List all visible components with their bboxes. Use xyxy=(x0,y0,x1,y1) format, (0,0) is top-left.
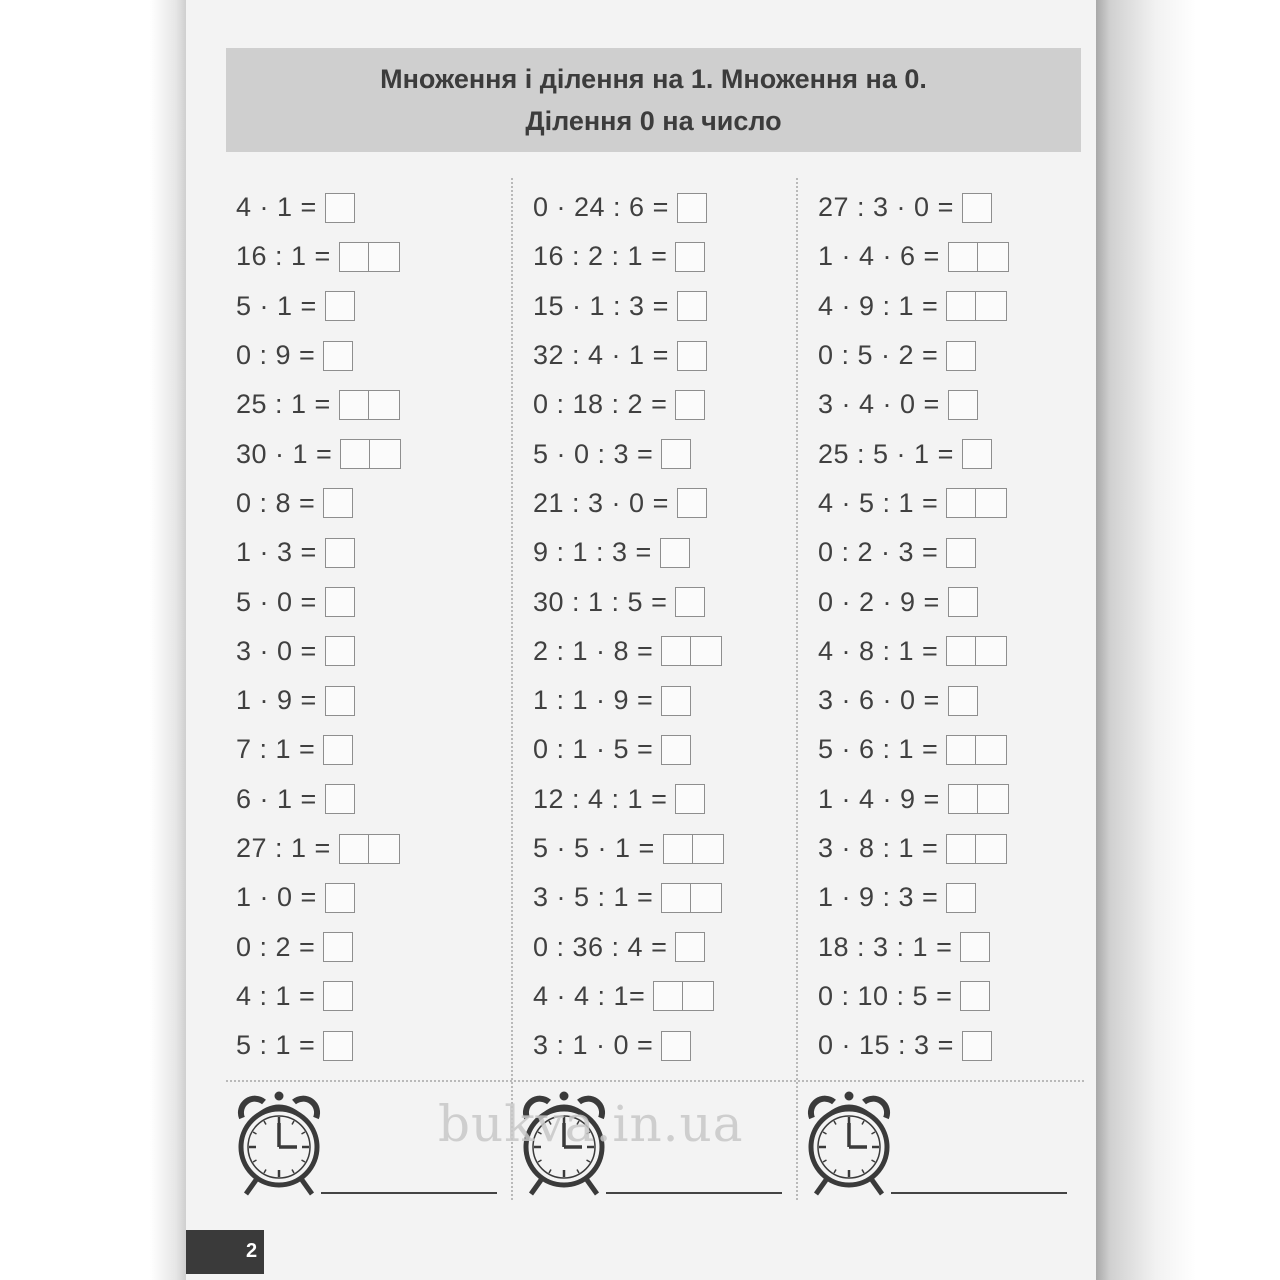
exercise-row xyxy=(818,479,1009,528)
answer-box[interactable] xyxy=(339,242,369,272)
exercise-expression: 3 · 4 · 0 = xyxy=(818,389,940,420)
footer-divider xyxy=(226,1080,1084,1082)
exercise-row xyxy=(818,331,1009,380)
exercise-row xyxy=(236,775,401,824)
answer-boxes xyxy=(675,390,705,420)
answer-box[interactable] xyxy=(976,291,1007,321)
exercise-row xyxy=(818,232,1009,281)
exercise-expression: 25 : 5 · 1 = xyxy=(818,438,954,469)
answer-boxes xyxy=(962,193,992,223)
answer-box[interactable] xyxy=(677,341,707,371)
answer-boxes xyxy=(661,883,722,913)
answer-boxes xyxy=(675,587,705,617)
exercise-expression: 5 · 5 · 1 = xyxy=(533,833,655,863)
answer-box[interactable] xyxy=(691,883,722,913)
answer-boxes xyxy=(948,587,978,617)
answer-box[interactable] xyxy=(325,538,355,568)
answer-box[interactable] xyxy=(976,735,1007,765)
answer-box[interactable] xyxy=(948,242,978,272)
answer-box[interactable] xyxy=(323,488,353,518)
answer-boxes xyxy=(661,1031,691,1061)
exercise-expression: 0 : 8 = xyxy=(236,487,316,518)
exercise-row xyxy=(236,972,401,1021)
answer-boxes xyxy=(677,193,707,223)
exercise-expression: 5 · 6 : 1 = xyxy=(818,734,939,765)
page-number: 2 xyxy=(246,1240,258,1262)
exercise-row xyxy=(236,873,401,922)
answer-box[interactable] xyxy=(946,636,976,666)
exercise-expression: 3 · 8 : 1 = xyxy=(818,833,939,863)
exercise-row xyxy=(818,380,1009,429)
exercise-row xyxy=(818,528,1009,577)
exercise-row xyxy=(818,1021,1009,1070)
answer-box[interactable] xyxy=(976,488,1007,518)
answer-box[interactable] xyxy=(946,488,976,518)
exercise-expression: 3 · 5 : 1 = xyxy=(533,882,654,913)
answer-boxes xyxy=(653,981,714,1011)
exercise-expression: 1 · 0 = xyxy=(236,882,317,913)
answer-boxes xyxy=(677,488,707,518)
exercise-expression: 27 : 1 = xyxy=(236,833,331,863)
answer-boxes xyxy=(323,1031,353,1061)
answer-boxes xyxy=(946,488,1007,518)
answer-boxes xyxy=(948,242,1009,272)
answer-boxes xyxy=(946,735,1007,765)
answer-boxes xyxy=(661,636,722,666)
answer-box[interactable] xyxy=(340,439,370,469)
answer-box[interactable] xyxy=(325,587,355,617)
answer-boxes xyxy=(948,390,978,420)
exercise-row xyxy=(236,922,401,971)
exercise-expression: 1 : 1 · 9 = xyxy=(533,685,654,716)
column-divider xyxy=(796,178,798,1200)
exercise-expression: 4 : 1 = xyxy=(236,980,316,1011)
exercise-row xyxy=(236,824,401,873)
time-answer-line[interactable] xyxy=(891,1192,1067,1194)
exercise-expression: 4 · 4 : 1= xyxy=(533,980,646,1011)
exercise-row xyxy=(533,232,724,281)
answer-box[interactable] xyxy=(325,686,355,716)
exercise-row xyxy=(818,824,1009,873)
answer-boxes xyxy=(339,242,400,272)
answer-boxes xyxy=(960,981,990,1011)
exercise-row xyxy=(533,479,724,528)
exercise-row xyxy=(236,676,401,725)
answer-box[interactable] xyxy=(653,981,683,1011)
exercise-row xyxy=(533,873,724,922)
answer-boxes xyxy=(325,686,355,716)
answer-boxes xyxy=(677,341,707,371)
answer-box[interactable] xyxy=(976,834,1007,864)
exercise-row xyxy=(236,282,401,331)
exercise-row xyxy=(236,183,401,232)
answer-boxes xyxy=(325,784,355,814)
exercise-expression: 5 : 1 = xyxy=(236,1030,316,1061)
title-line-2: Ділення 0 на число xyxy=(525,106,782,136)
exercise-expression: 0 : 10 : 5 = xyxy=(818,980,953,1011)
answer-box[interactable] xyxy=(660,538,690,568)
answer-box[interactable] xyxy=(946,291,976,321)
alarm-clock-icon xyxy=(234,1090,324,1200)
exercise-row xyxy=(533,282,724,331)
answer-box[interactable] xyxy=(691,636,722,666)
exercise-expression: 5 · 1 = xyxy=(236,290,317,321)
answer-box[interactable] xyxy=(661,735,691,765)
answer-box[interactable] xyxy=(325,636,355,666)
answer-boxes xyxy=(325,636,355,666)
answer-box[interactable] xyxy=(675,390,705,420)
exercise-expression: 0 : 9 = xyxy=(236,340,316,371)
exercise-column-3 xyxy=(818,183,1009,1070)
answer-boxes xyxy=(323,981,353,1011)
answer-boxes xyxy=(661,735,691,765)
exercise-expression: 16 : 2 : 1 = xyxy=(533,241,668,272)
answer-boxes xyxy=(660,538,690,568)
answer-box[interactable] xyxy=(948,686,978,716)
answer-boxes xyxy=(948,686,978,716)
answer-boxes xyxy=(946,636,1007,666)
exercise-row xyxy=(818,676,1009,725)
answer-box[interactable] xyxy=(976,636,1007,666)
exercise-expression: 9 : 1 : 3 = xyxy=(533,537,652,568)
exercise-row xyxy=(236,1021,401,1070)
answer-box[interactable] xyxy=(323,981,353,1011)
answer-boxes xyxy=(661,439,691,469)
alarm-clock-icon xyxy=(804,1090,894,1200)
answer-box[interactable] xyxy=(325,193,355,223)
answer-box[interactable] xyxy=(325,883,355,913)
exercise-row xyxy=(236,627,401,676)
answer-box[interactable] xyxy=(675,784,705,814)
answer-boxes xyxy=(946,291,1007,321)
exercise-expression: 2 : 1 · 8 = xyxy=(533,635,654,666)
answer-box[interactable] xyxy=(978,242,1009,272)
exercise-expression: 4 · 5 : 1 = xyxy=(818,487,939,518)
answer-boxes xyxy=(325,883,355,913)
page-right-shadow xyxy=(1096,0,1280,1280)
answer-box[interactable] xyxy=(683,981,714,1011)
exercise-expression: 1 · 4 · 6 = xyxy=(818,241,940,272)
answer-box[interactable] xyxy=(663,834,693,864)
exercise-row xyxy=(236,232,401,281)
exercise-row xyxy=(533,183,724,232)
exercise-expression: 18 : 3 : 1 = xyxy=(818,931,953,962)
answer-boxes xyxy=(675,932,705,962)
answer-box[interactable] xyxy=(946,883,976,913)
answer-box[interactable] xyxy=(369,242,400,272)
exercise-row xyxy=(533,380,724,429)
answer-box[interactable] xyxy=(661,1031,691,1061)
exercise-expression: 32 : 4 · 1 = xyxy=(533,340,669,371)
exercise-expression: 25 : 1 = xyxy=(236,389,331,420)
exercise-row xyxy=(818,922,1009,971)
exercise-expression: 1 · 4 · 9 = xyxy=(818,783,940,814)
exercise-expression: 0 : 36 : 4 = xyxy=(533,931,668,962)
exercise-expression: 16 : 1 = xyxy=(236,241,331,272)
exercise-row xyxy=(533,1021,724,1070)
exercise-row xyxy=(236,528,401,577)
answer-box[interactable] xyxy=(369,390,400,420)
exercise-row xyxy=(533,775,724,824)
answer-boxes xyxy=(677,291,707,321)
exercise-expression: 0 : 2 · 3 = xyxy=(818,537,939,568)
answer-box[interactable] xyxy=(946,834,976,864)
exercise-expression: 0 · 15 : 3 = xyxy=(818,1030,954,1061)
answer-box[interactable] xyxy=(661,439,691,469)
answer-box[interactable] xyxy=(661,883,691,913)
time-answer-line[interactable] xyxy=(321,1192,497,1194)
exercise-expression: 3 · 0 = xyxy=(236,635,317,666)
exercise-expression: 5 · 0 = xyxy=(236,586,317,617)
answer-boxes xyxy=(339,390,400,420)
answer-boxes xyxy=(946,538,976,568)
title-banner xyxy=(226,48,1081,152)
exercise-expression: 3 : 1 · 0 = xyxy=(533,1030,654,1061)
exercise-row xyxy=(818,972,1009,1021)
time-answer-line[interactable] xyxy=(606,1192,782,1194)
exercise-column-2 xyxy=(533,183,724,1070)
exercise-row xyxy=(236,577,401,626)
column-divider xyxy=(511,178,513,1200)
answer-boxes xyxy=(948,784,1009,814)
answer-box[interactable] xyxy=(339,390,369,420)
exercise-row xyxy=(533,824,724,873)
answer-boxes xyxy=(325,538,355,568)
answer-box[interactable] xyxy=(325,291,355,321)
answer-box[interactable] xyxy=(661,686,691,716)
exercise-row xyxy=(818,775,1009,824)
answer-box[interactable] xyxy=(675,587,705,617)
answer-box[interactable] xyxy=(962,439,992,469)
answer-box[interactable] xyxy=(323,932,353,962)
exercise-row xyxy=(818,873,1009,922)
exercise-column-1 xyxy=(236,183,401,1070)
exercise-expression: 7 : 1 = xyxy=(236,734,316,765)
answer-box[interactable] xyxy=(946,341,976,371)
answer-boxes xyxy=(946,834,1007,864)
answer-box[interactable] xyxy=(960,932,990,962)
answer-box[interactable] xyxy=(948,784,978,814)
exercise-row xyxy=(818,282,1009,331)
exercise-expression: 30 · 1 = xyxy=(236,438,333,469)
answer-box[interactable] xyxy=(962,1031,992,1061)
exercise-expression: 30 : 1 : 5 = xyxy=(533,586,668,617)
answer-box[interactable] xyxy=(675,242,705,272)
exercise-row xyxy=(818,627,1009,676)
exercise-expression: 1 · 9 = xyxy=(236,685,317,716)
answer-boxes xyxy=(325,193,355,223)
exercise-expression: 5 · 0 : 3 = xyxy=(533,438,654,469)
page-left-margin xyxy=(0,0,186,1280)
exercise-expression: 0 · 2 · 9 = xyxy=(818,586,940,617)
exercise-row xyxy=(533,577,724,626)
exercise-expression: 4 · 1 = xyxy=(236,192,317,223)
answer-boxes xyxy=(661,686,691,716)
answer-boxes xyxy=(663,834,724,864)
exercise-expression: 4 · 9 : 1 = xyxy=(818,290,939,321)
exercise-row xyxy=(533,725,724,774)
answer-box[interactable] xyxy=(677,291,707,321)
answer-boxes xyxy=(323,488,353,518)
exercise-expression: 1 · 9 : 3 = xyxy=(818,882,939,913)
answer-box[interactable] xyxy=(325,784,355,814)
exercise-row xyxy=(818,725,1009,774)
answer-box[interactable] xyxy=(370,439,401,469)
exercise-row xyxy=(818,183,1009,232)
answer-box[interactable] xyxy=(661,636,691,666)
exercise-row xyxy=(533,627,724,676)
exercise-expression: 6 · 1 = xyxy=(236,783,317,814)
exercise-expression: 15 · 1 : 3 = xyxy=(533,290,669,321)
answer-box[interactable] xyxy=(948,390,978,420)
exercise-row xyxy=(236,725,401,774)
answer-boxes xyxy=(325,291,355,321)
answer-box[interactable] xyxy=(693,834,724,864)
answer-boxes xyxy=(675,242,705,272)
answer-boxes xyxy=(339,834,400,864)
answer-boxes xyxy=(323,735,353,765)
exercise-row xyxy=(533,922,724,971)
answer-box[interactable] xyxy=(677,193,707,223)
answer-boxes xyxy=(962,1031,992,1061)
answer-boxes xyxy=(960,932,990,962)
answer-box[interactable] xyxy=(323,1031,353,1061)
answer-box[interactable] xyxy=(946,538,976,568)
answer-box[interactable] xyxy=(948,587,978,617)
exercise-row xyxy=(533,331,724,380)
answer-boxes xyxy=(323,932,353,962)
exercise-row xyxy=(533,528,724,577)
exercise-expression: 12 : 4 : 1 = xyxy=(533,783,668,814)
answer-boxes xyxy=(946,883,976,913)
exercise-expression: 0 : 5 · 2 = xyxy=(818,340,939,371)
exercise-row xyxy=(533,972,724,1021)
answer-boxes xyxy=(962,439,992,469)
answer-box[interactable] xyxy=(323,341,353,371)
answer-boxes xyxy=(325,587,355,617)
exercise-row xyxy=(236,479,401,528)
answer-boxes xyxy=(323,341,353,371)
answer-box[interactable] xyxy=(946,735,976,765)
exercise-row xyxy=(818,429,1009,478)
exercise-expression: 4 · 8 : 1 = xyxy=(818,635,939,666)
exercise-row xyxy=(818,577,1009,626)
exercise-expression: 0 : 1 · 5 = xyxy=(533,734,654,765)
exercise-expression: 0 · 24 : 6 = xyxy=(533,192,669,223)
answer-box[interactable] xyxy=(369,834,400,864)
title-line-1: Множення і ділення на 1. Множення на 0. xyxy=(380,64,927,94)
exercise-row xyxy=(533,429,724,478)
answer-box[interactable] xyxy=(677,488,707,518)
exercise-row xyxy=(236,380,401,429)
watermark: bukva.in.ua xyxy=(438,1095,744,1153)
answer-box[interactable] xyxy=(675,932,705,962)
answer-boxes xyxy=(675,784,705,814)
exercise-expression: 0 : 18 : 2 = xyxy=(533,389,668,420)
exercise-row xyxy=(236,331,401,380)
exercise-expression: 1 · 3 = xyxy=(236,537,317,568)
exercise-row xyxy=(533,676,724,725)
answer-box[interactable] xyxy=(323,735,353,765)
answer-box[interactable] xyxy=(978,784,1009,814)
exercise-expression: 21 : 3 · 0 = xyxy=(533,487,669,518)
answer-boxes xyxy=(340,439,401,469)
exercise-expression: 27 : 3 · 0 = xyxy=(818,192,954,223)
answer-box[interactable] xyxy=(960,981,990,1011)
exercise-row xyxy=(236,429,401,478)
answer-boxes xyxy=(946,341,976,371)
exercise-expression: 3 · 6 · 0 = xyxy=(818,685,940,716)
exercise-expression: 0 : 2 = xyxy=(236,931,316,962)
answer-box[interactable] xyxy=(339,834,369,864)
answer-box[interactable] xyxy=(962,193,992,223)
